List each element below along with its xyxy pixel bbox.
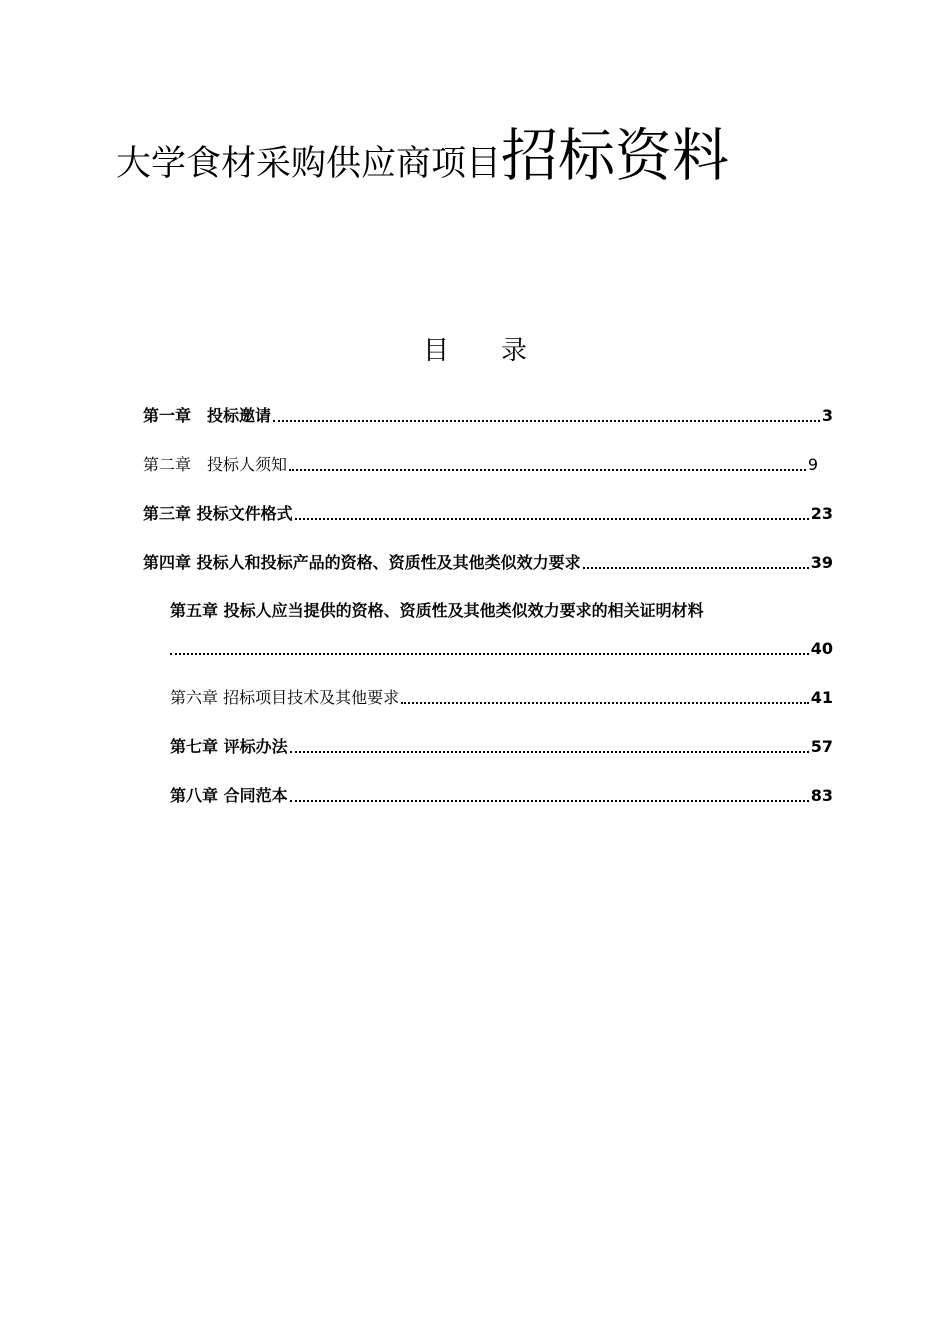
toc-label: 第八章 合同范本 — [170, 786, 288, 805]
toc-page-number: 39 — [810, 553, 833, 572]
toc-heading: 目录 — [422, 336, 579, 366]
toc-page-number: 23 — [810, 504, 833, 523]
toc-entry-ch3[interactable] — [143, 503, 833, 525]
toc-entry-ch7[interactable] — [170, 736, 833, 758]
toc-leader — [289, 469, 806, 471]
toc-label: 第三章 投标文件格式 — [143, 504, 293, 523]
toc-label: 第二章 投标人须知 — [143, 455, 288, 474]
toc-label: 第七章 评标办法 — [170, 737, 288, 756]
toc-entry-ch2[interactable] — [143, 454, 818, 476]
toc-leader — [401, 702, 809, 704]
toc-leader — [273, 420, 820, 422]
toc-leader — [170, 653, 809, 655]
toc-page-number: 57 — [810, 737, 833, 756]
toc-label: 第四章 投标人和投标产品的资格、资质性及其他类似效力要求 — [143, 553, 581, 572]
toc-entry-ch6[interactable] — [170, 687, 833, 709]
toc-leader — [295, 518, 809, 520]
toc-label: 第一章 投标邀请 — [143, 406, 272, 425]
toc-entry-ch8[interactable] — [170, 785, 833, 807]
toc-entry-ch1[interactable] — [143, 405, 833, 427]
toc-leader — [290, 800, 809, 802]
toc-page-number: 3 — [821, 406, 833, 425]
toc-label-ch5[interactable]: 第五章 投标人应当提供的资格、资质性及其他类似效力要求的相关证明材料 — [170, 601, 704, 620]
toc-entry-ch4[interactable] — [143, 552, 833, 574]
title-main-text: 大学食材采购供应商项目 — [116, 144, 502, 184]
toc-entry-ch5[interactable] — [170, 638, 833, 660]
toc-leader — [583, 567, 809, 569]
document-title — [116, 123, 876, 208]
title-large-text: 招标资料 — [501, 123, 730, 189]
toc-page-number: 40 — [810, 639, 833, 658]
toc-page-number: 41 — [810, 688, 833, 707]
toc-leader — [290, 751, 809, 753]
toc-page-number: 83 — [810, 786, 833, 805]
toc-page-number: 9 — [807, 455, 818, 474]
toc-label: 第六章 招标项目技术及其他要求 — [170, 688, 400, 707]
